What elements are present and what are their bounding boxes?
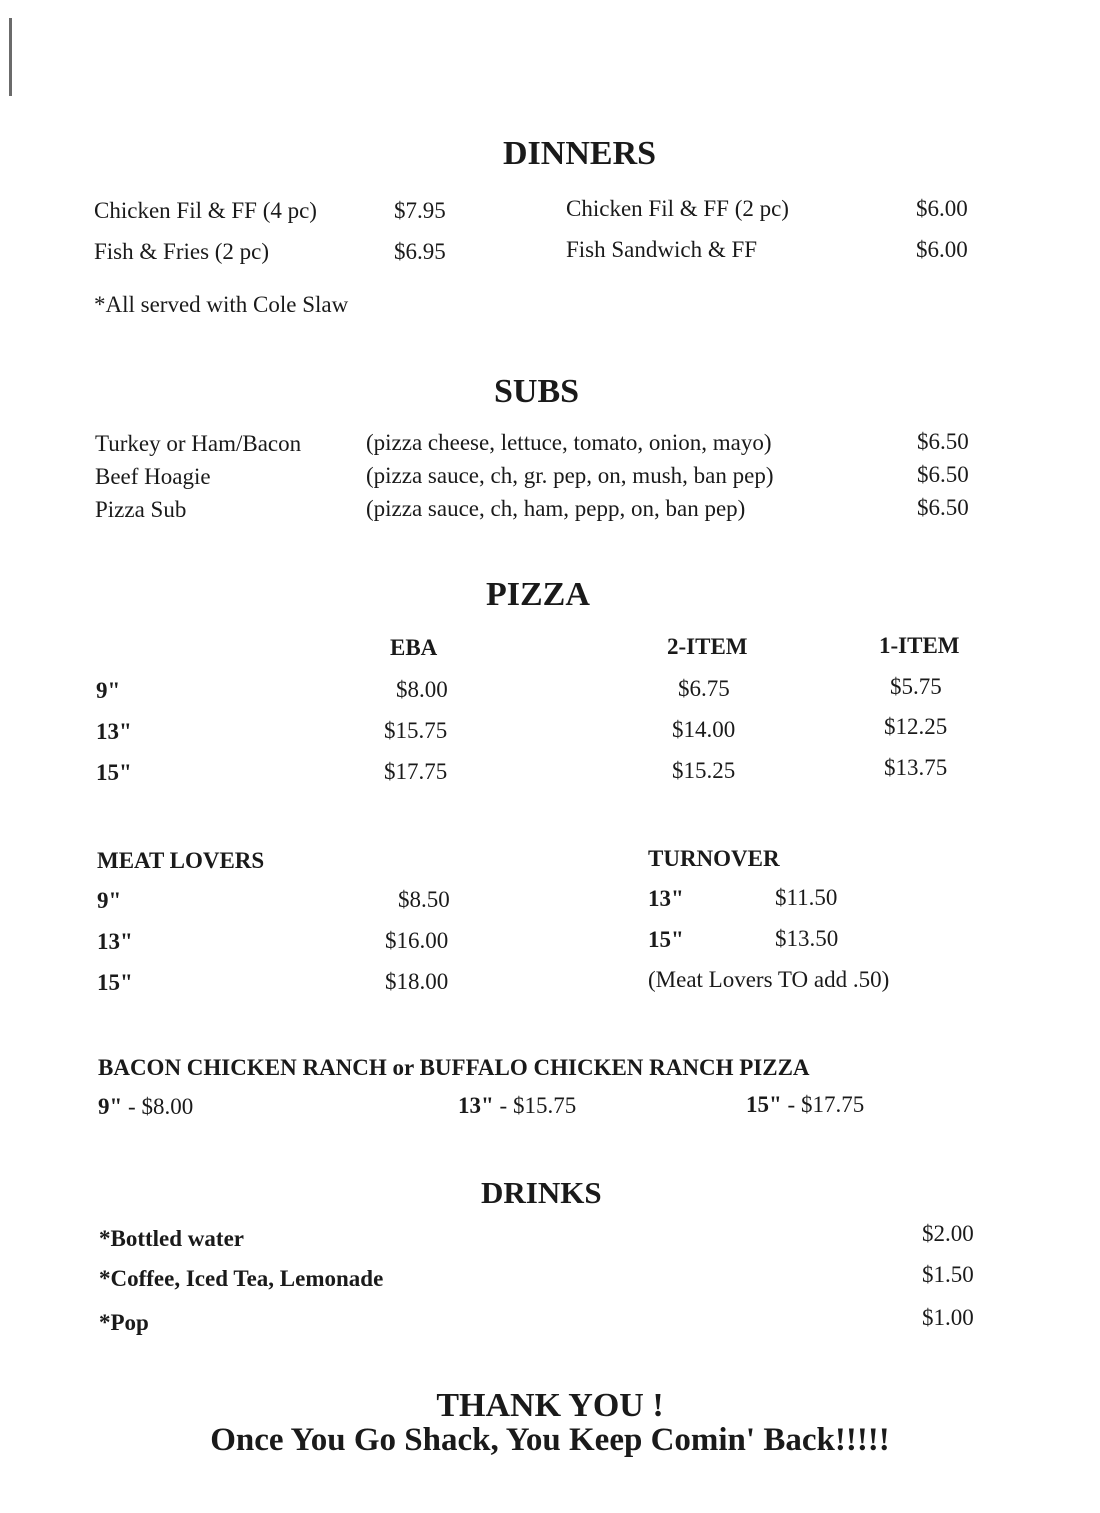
sub-item-desc: (pizza cheese, lettuce, tomato, onion, mayo) bbox=[366, 430, 772, 455]
meat-lovers-price: $16.00 bbox=[385, 928, 449, 953]
drink-item-name: *Pop bbox=[99, 1310, 149, 1335]
drink-item-price: $1.50 bbox=[922, 1262, 974, 1287]
pizza-price: $15.75 bbox=[384, 718, 448, 743]
drink-item-name: *Bottled water bbox=[99, 1226, 244, 1251]
meat-lovers-heading: MEAT LOVERS bbox=[97, 848, 265, 873]
pizza-price: $5.75 bbox=[890, 674, 942, 699]
thank-you-message: THANK YOU ! bbox=[436, 1387, 664, 1424]
slogan: Once You Go Shack, You Keep Comin' Back!!!!! bbox=[210, 1422, 890, 1458]
pizza-size: 15" bbox=[96, 760, 132, 785]
specialty-size: 13" bbox=[458, 1093, 494, 1118]
meat-lovers-size: 15" bbox=[97, 970, 133, 995]
turnover-price: $11.50 bbox=[775, 885, 838, 910]
dinner-item-name: Fish Sandwich & FF bbox=[566, 237, 758, 262]
pizza-size: 9" bbox=[96, 678, 121, 703]
meat-lovers-size: 13" bbox=[97, 929, 133, 954]
pizza-price: $14.00 bbox=[672, 717, 736, 742]
sub-item-desc: (pizza sauce, ch, ham, pepp, on, ban pep) bbox=[366, 496, 746, 521]
dinner-item-price: $6.00 bbox=[916, 237, 968, 262]
pizza-price: $12.25 bbox=[884, 714, 948, 739]
meat-lovers-size: 9" bbox=[97, 888, 122, 913]
drink-item-price: $2.00 bbox=[922, 1221, 974, 1246]
scan-edge-mark bbox=[9, 18, 12, 96]
sub-item-price: $6.50 bbox=[917, 462, 969, 487]
pizza-column-header: 1-ITEM bbox=[879, 633, 960, 658]
sub-item-price: $6.50 bbox=[917, 429, 969, 454]
sub-item-desc: (pizza sauce, ch, gr. pep, on, mush, ban pep) bbox=[366, 463, 774, 488]
dinners-heading: DINNERS bbox=[503, 135, 657, 172]
dinner-item-name: Fish & Fries (2 pc) bbox=[94, 239, 270, 264]
sub-item-name: Beef Hoagie bbox=[95, 464, 211, 489]
dinners-note: *All served with Cole Slaw bbox=[94, 292, 349, 317]
dinner-item-price: $6.95 bbox=[394, 239, 446, 264]
specialty-price: - $17.75 bbox=[781, 1092, 865, 1117]
pizza-price: $8.00 bbox=[396, 677, 448, 702]
specialty-price: - $8.00 bbox=[122, 1094, 194, 1119]
dinner-item-price: $7.95 bbox=[394, 198, 446, 223]
meat-lovers-price: $18.00 bbox=[385, 969, 449, 994]
turnover-heading: TURNOVER bbox=[648, 846, 780, 871]
specialty-size: 9" bbox=[98, 1094, 123, 1119]
pizza-size: 13" bbox=[96, 719, 132, 744]
dinner-item-name: Chicken Fil & FF (2 pc) bbox=[566, 196, 789, 221]
sub-item-price: $6.50 bbox=[917, 495, 969, 520]
subs-heading: SUBS bbox=[494, 373, 580, 410]
drink-item-name: *Coffee, Iced Tea, Lemonade bbox=[99, 1266, 384, 1291]
pizza-price: $15.25 bbox=[672, 758, 736, 783]
drink-item-price: $1.00 bbox=[922, 1305, 974, 1330]
specialty-option bbox=[98, 1095, 193, 1118]
pizza-price: $13.75 bbox=[884, 755, 948, 780]
drinks-heading: DRINKS bbox=[481, 1175, 602, 1210]
pizza-column-header: 2-ITEM bbox=[667, 634, 748, 659]
dinner-item-name: Chicken Fil & FF (4 pc) bbox=[94, 198, 317, 223]
dinner-item-price: $6.00 bbox=[916, 196, 968, 221]
turnover-price: $13.50 bbox=[775, 926, 839, 951]
turnover-note: (Meat Lovers TO add .50) bbox=[648, 967, 890, 992]
specialty-price: - $15.75 bbox=[493, 1093, 577, 1118]
specialty-size: 15" bbox=[746, 1092, 782, 1117]
turnover-size: 15" bbox=[648, 927, 684, 952]
sub-item-name: Pizza Sub bbox=[95, 497, 187, 522]
sub-item-name: Turkey or Ham/Bacon bbox=[95, 431, 302, 456]
specialty-option bbox=[458, 1094, 576, 1117]
specialty-pizza-heading: BACON CHICKEN RANCH or BUFFALO CHICKEN RANCH PIZZA bbox=[98, 1055, 810, 1080]
pizza-price: $6.75 bbox=[678, 676, 730, 701]
pizza-column-header: EBA bbox=[390, 635, 438, 660]
specialty-option bbox=[746, 1093, 864, 1116]
pizza-price: $17.75 bbox=[384, 759, 448, 784]
pizza-heading: PIZZA bbox=[486, 576, 590, 613]
meat-lovers-price: $8.50 bbox=[398, 887, 450, 912]
turnover-size: 13" bbox=[648, 886, 684, 911]
